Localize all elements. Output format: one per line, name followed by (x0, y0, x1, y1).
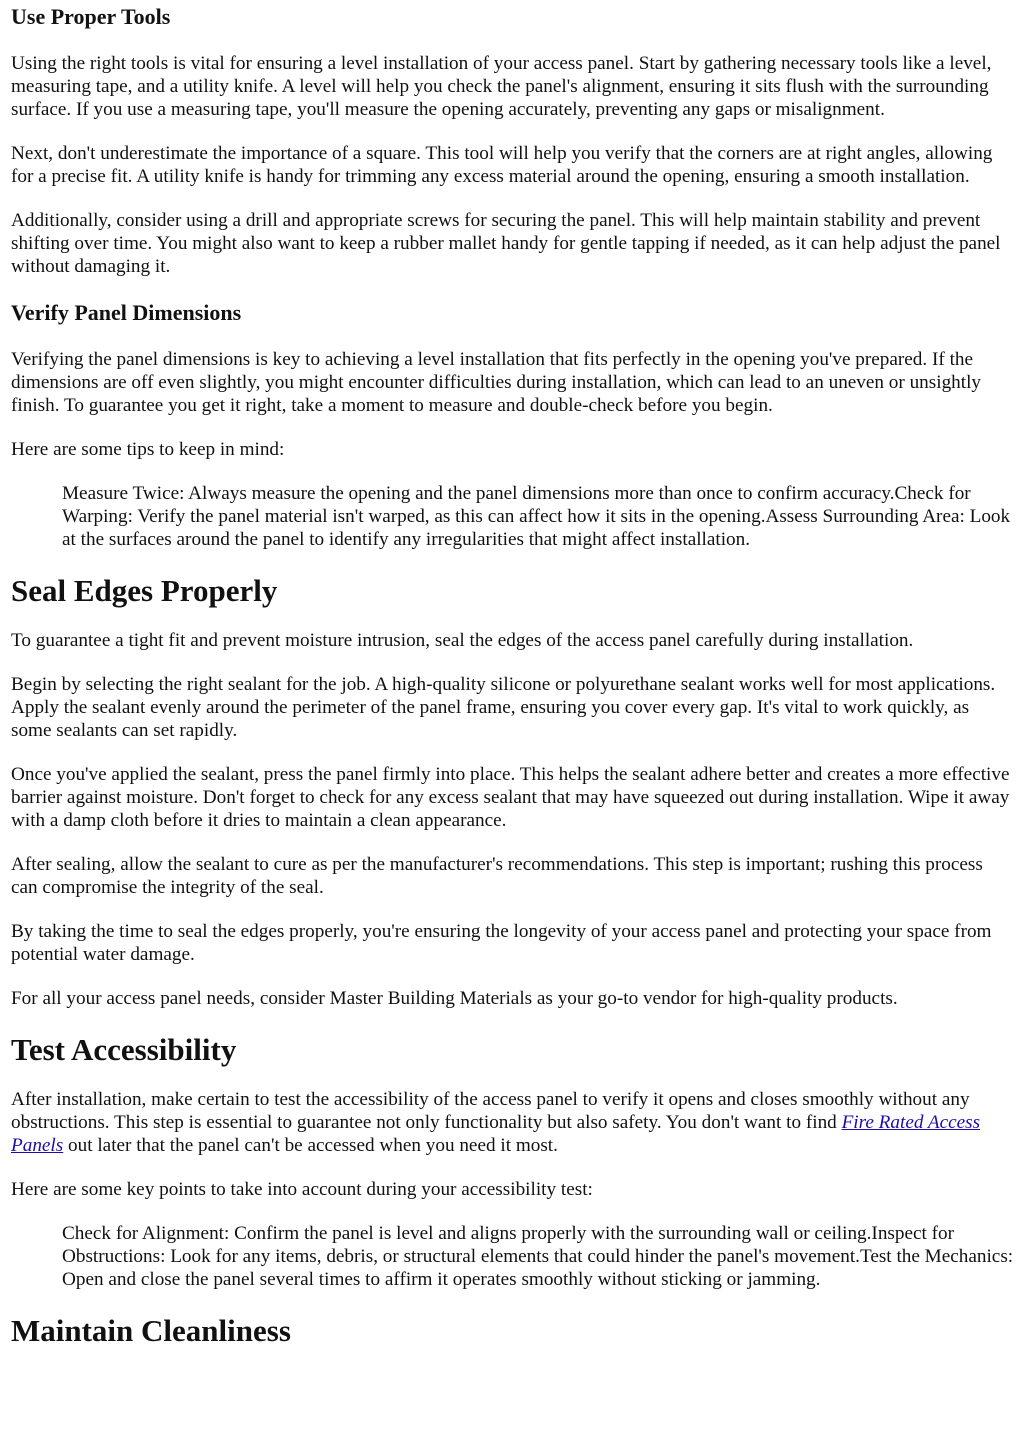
heading-verify-panel-dimensions: Verify Panel Dimensions (11, 300, 242, 325)
tips-list: Measure Twice: Always measure the opening and the panel dimensions more than once to confirm accuracy.Check for Warping: Verify the panel material isn't warped, as this can affect how it sits in the opening.Assess Surrounding Area: Look at the surfaces around the panel to identify any irregularities that might affect installation. (62, 483, 1011, 550)
heading-use-proper-tools: Use Proper Tools (11, 4, 171, 29)
heading-maintain-cleanliness: Maintain Cleanliness (11, 1313, 291, 1348)
article (0, 2, 1024, 1349)
heading-test-accessibility: Test Accessibility (11, 1032, 237, 1067)
text: out later that the panel can't be accessed when you need it most. (63, 1135, 558, 1156)
paragraph: Next, don't underestimate the importance of a square. This tool will help you verify that the corners are at right angles, allowing for a precise fit. A utility knife is handy for trimming any excess material around the opening, ensuring a smooth installation. (11, 143, 993, 187)
paragraph: After sealing, allow the sealant to cure as per the manufacturer's recommendations. This step is important; rushing this process can compromise the integrity of the seal. (11, 854, 983, 898)
paragraph: Begin by selecting the right sealant for the job. A high-quality silicone or polyurethane sealant works well for most applications. Apply the sealant evenly around the perimeter of the panel frame, ensuring you cover every gap. It's vital to work quickly, as some sealants can set rapidly. (11, 674, 996, 741)
paragraph: For all your access panel needs, consider Master Building Materials as your go-to vendor for high-quality products. (11, 988, 898, 1009)
key-points-list: Check for Alignment: Confirm the panel is level and aligns properly with the surrounding wall or ceiling.Inspect for Obstructions: Look for any items, debris, or structural elements that could hinder the panel's movement.Test the Mechanics: Open and close the panel several times to affirm it operates smoothly without sticking or jamming. (62, 1223, 1014, 1290)
text: After installation, make certain to test the accessibility of the access panel to verify it opens and closes smoothly without any obstructions. This step is essential to guarantee not only functionality but also safety. You don't want to find (11, 1089, 970, 1133)
paragraph: Verifying the panel dimensions is key to achieving a level installation that fits perfectly in the opening you've prepared. If the dimensions are off even slightly, you might encounter difficulties during installation, which can lead to an uneven or unsightly finish. To guarantee you get it right, take a moment to measure and double-check before you begin. (11, 349, 982, 416)
paragraph: Once you've applied the sealant, press the panel firmly into place. This helps the sealant adhere better and creates a more effective barrier against moisture. Don't forget to check for any excess sealant that may have squeezed out during installation. Wipe it away with a damp cloth before it dries to maintain a clean appearance. (11, 764, 1010, 831)
heading-seal-edges-properly: Seal Edges Properly (11, 573, 278, 608)
fire-rated-access-panels-link[interactable]: Fire Rated Access Panels (11, 1112, 981, 1156)
paragraph: Using the right tools is vital for ensuring a level installation of your access panel. Start by gathering necessary tools like a level, measuring tape, and a utility knife. A level will help you check the panel's alignment, ensuring it sits flush with the surrounding surface. If you use a measuring tape, you'll measure the opening accurately, preventing any gaps or misalignment. (11, 53, 992, 120)
paragraph: Here are some key points to take into account during your accessibility test: (11, 1179, 593, 1200)
paragraph: Here are some tips to keep in mind: (11, 439, 285, 460)
paragraph (11, 1088, 1014, 1157)
paragraph: Additionally, consider using a drill and appropriate screws for securing the panel. This will help maintain stability and prevent shifting over time. You might also want to keep a rubber mallet handy for gentle tapping if needed, as it can help adjust the panel without damaging it. (11, 210, 1001, 277)
paragraph: To guarantee a tight fit and prevent moisture intrusion, seal the edges of the access panel carefully during installation. (11, 630, 914, 651)
paragraph: By taking the time to seal the edges properly, you're ensuring the longevity of your access panel and protecting your space from potential water damage. (11, 921, 992, 965)
